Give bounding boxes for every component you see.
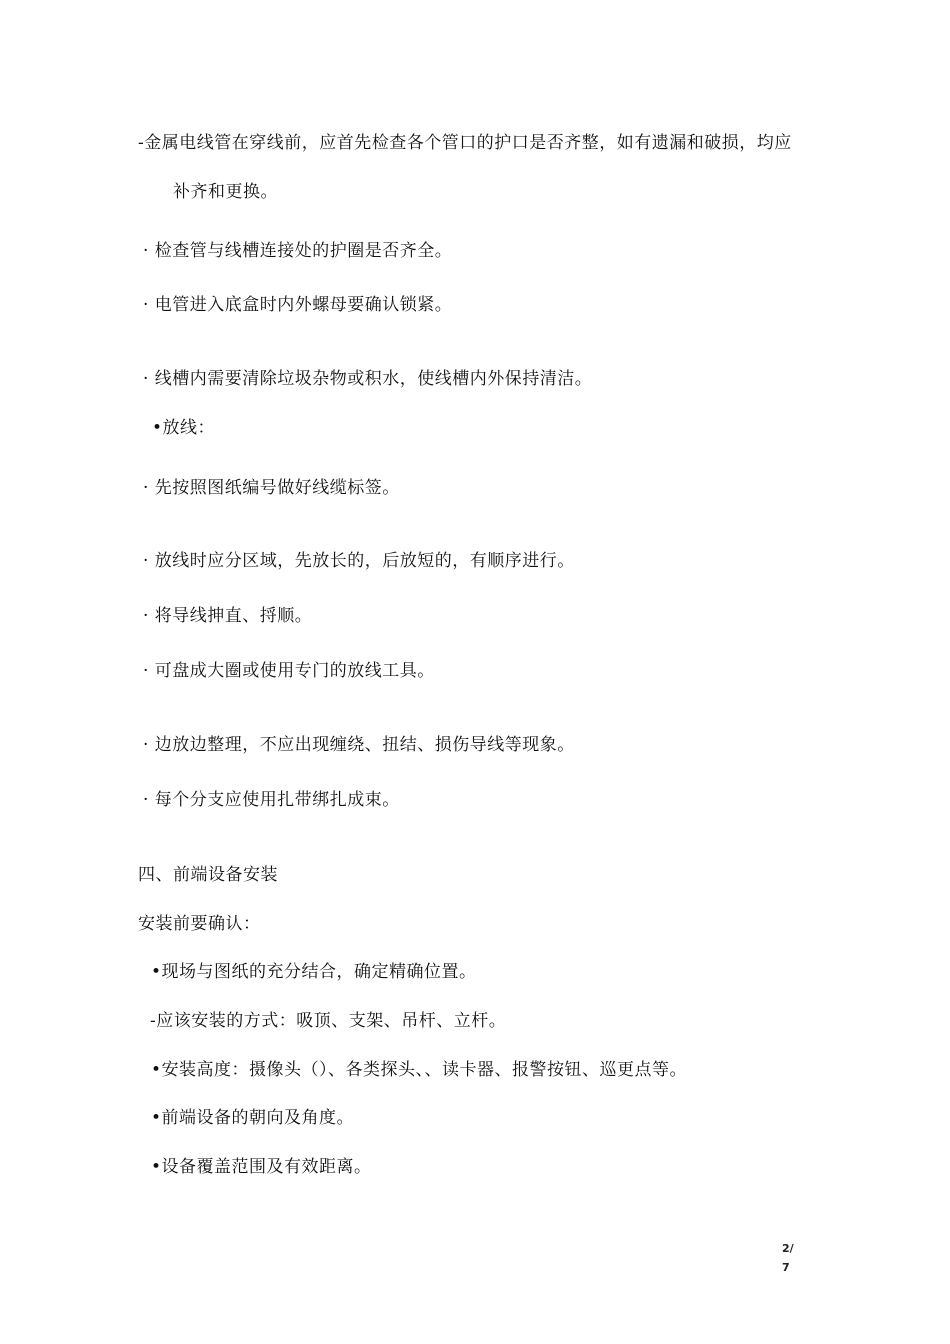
page-number-top: 2/ (782, 1242, 794, 1255)
bullet-item: •设备覆盖范围及有效距离。 (151, 1157, 372, 1177)
bullet-item: •现场与图纸的充分结合，确定精确位置。 (151, 962, 477, 982)
page-number-bottom: 7 (782, 1261, 790, 1274)
bullet-item: •安装高度：摄像头（）、各类探头、、读卡器、报警按钮、巡更点等。 (151, 1060, 688, 1080)
bullet-item: · 先按照图纸编号做好线缆标签。 (143, 478, 400, 498)
text-line: 补齐和更换。 (173, 182, 278, 202)
bullet-item: · 检查管与线槽连接处的护圈是否齐全。 (143, 241, 453, 261)
bullet-item: · 放线时应分区域，先放长的，后放短的，有顺序进行。 (143, 551, 575, 571)
text-line: 安装前要确认： (138, 914, 261, 934)
bullet-item: •前端设备的朝向及角度。 (151, 1108, 355, 1128)
bullet-item: · 每个分支应使用扎带绑扎成束。 (143, 790, 400, 810)
bullet-item: · 将导线抻直、捋顺。 (143, 606, 313, 626)
text-line: -金属电线管在穿线前，应首先检查各个管口的护口是否齐整，如有遗漏和破损，均应 (138, 133, 792, 153)
section-heading: 四、前端设备安装 (138, 865, 278, 885)
bullet-item: •放线： (152, 418, 216, 438)
bullet-item: · 电管进入底盒时内外螺母要确认锁紧。 (143, 295, 453, 315)
bullet-item: -应该安装的方式：吸顶、支架、吊杆、立杆。 (150, 1011, 507, 1031)
bullet-item: · 边放边整理，不应出现缠绕、扭结、损伤导线等现象。 (143, 735, 575, 755)
bullet-item: · 线槽内需要清除垃圾杂物或积水，使线槽内外保持清洁。 (143, 369, 593, 389)
bullet-item: · 可盘成大圈或使用专门的放线工具。 (143, 661, 435, 681)
